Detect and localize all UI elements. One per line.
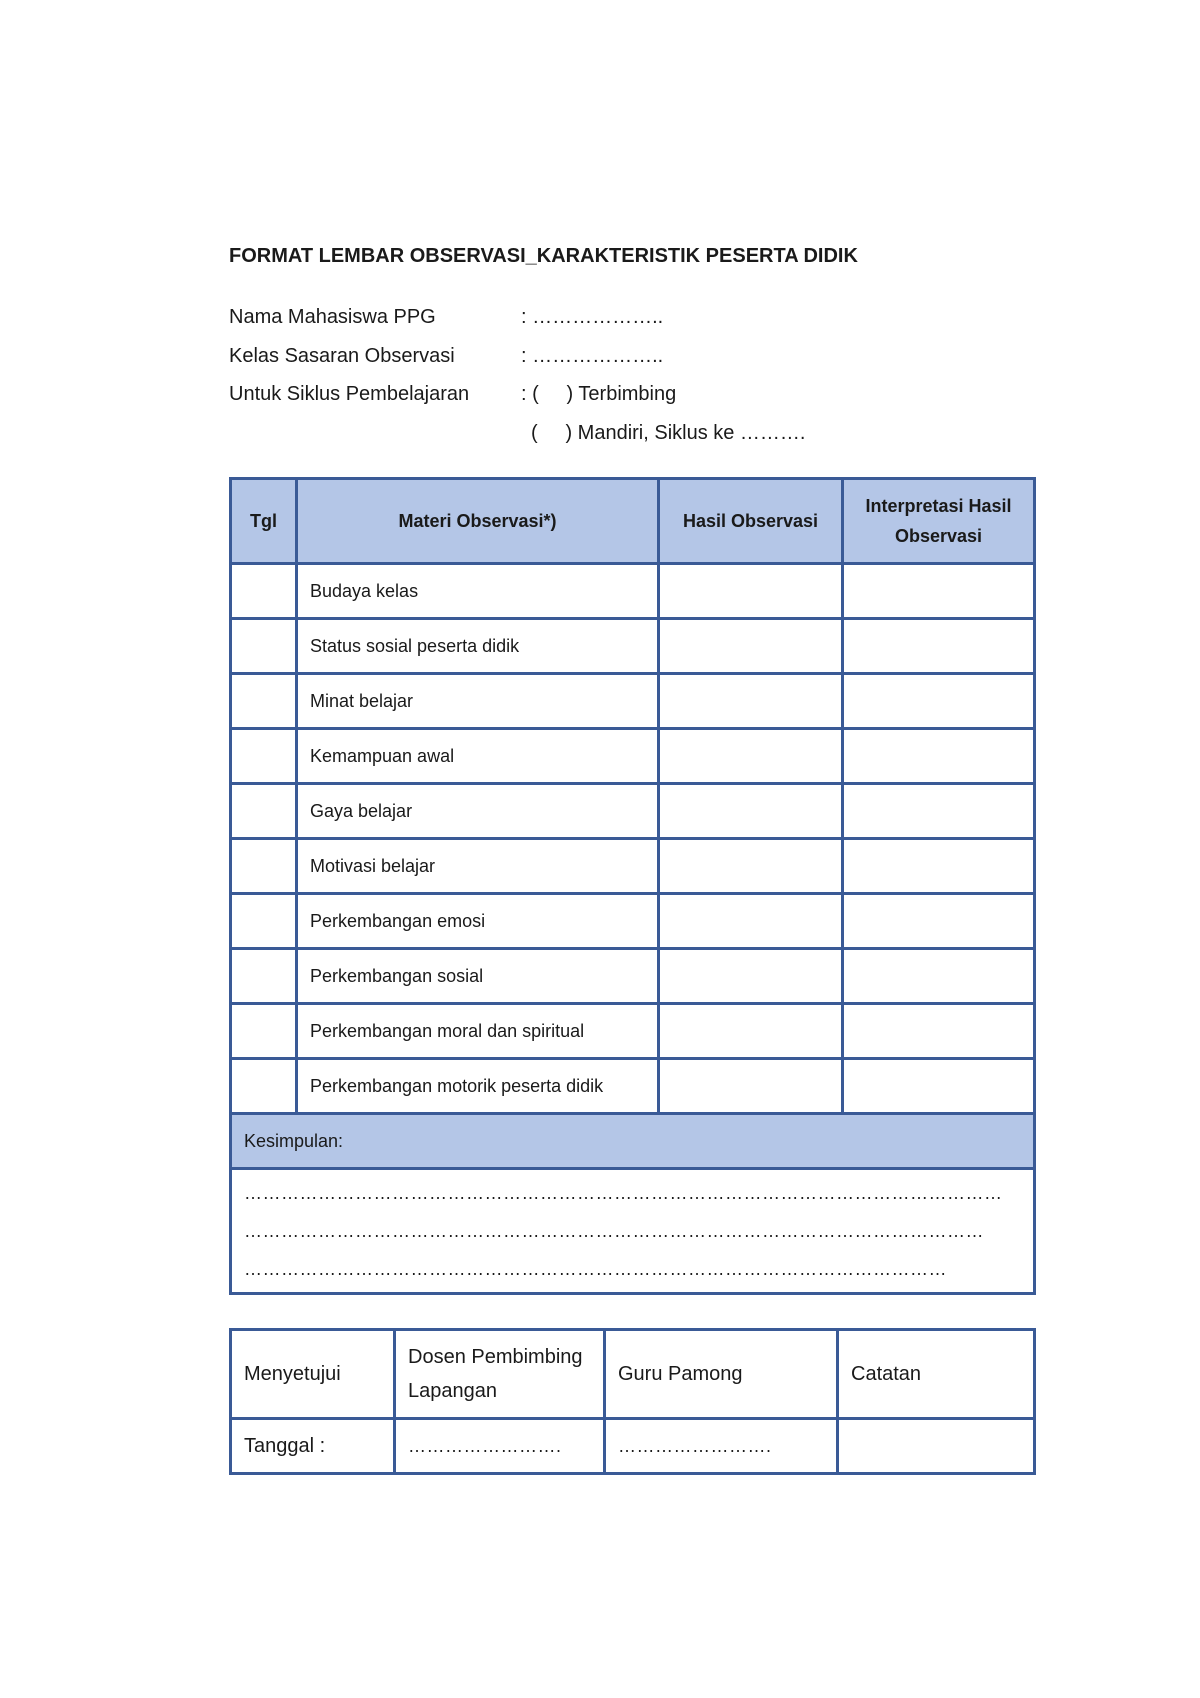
siklus-terbimbing-option: : ( ) Terbimbing — [521, 383, 677, 405]
tgl-cell[interactable] — [231, 784, 297, 839]
catatan-field[interactable] — [838, 1419, 1035, 1474]
materi-cell: Perkembangan sosial — [297, 949, 659, 1004]
kelas-label: Kelas Sasaran Observasi — [229, 345, 455, 367]
table-row — [231, 839, 1035, 894]
materi-cell: Budaya kelas — [297, 564, 659, 619]
kesimpulan-line: …………………………………………………………………………………………………………… — [244, 1183, 1003, 1203]
tgl-cell[interactable] — [231, 619, 297, 674]
header-tgl: Tgl — [231, 479, 297, 564]
hasil-cell[interactable] — [659, 619, 843, 674]
guru-date-placeholder: ……………………. — [618, 1435, 772, 1456]
interpretasi-cell[interactable] — [843, 729, 1035, 784]
interpretasi-cell[interactable] — [843, 839, 1035, 894]
table-row — [231, 1004, 1035, 1059]
dosen-date-field[interactable] — [395, 1419, 605, 1474]
hasil-cell[interactable] — [659, 784, 843, 839]
hasil-cell[interactable] — [659, 839, 843, 894]
approval-header-row — [231, 1330, 1035, 1419]
table-row — [231, 949, 1035, 1004]
header-hasil: Hasil Observasi — [659, 479, 843, 564]
tgl-cell[interactable] — [231, 1004, 297, 1059]
materi-cell: Status sosial peserta didik — [297, 619, 659, 674]
interpretasi-cell[interactable] — [843, 619, 1035, 674]
hasil-cell[interactable] — [659, 674, 843, 729]
tanggal-label: Tanggal : — [231, 1419, 395, 1474]
tgl-cell[interactable] — [231, 894, 297, 949]
kesimpulan-body-row — [231, 1169, 1035, 1294]
catatan-label: Catatan — [838, 1330, 1035, 1419]
table-header-row — [231, 479, 1035, 564]
tgl-cell[interactable] — [231, 564, 297, 619]
hasil-cell[interactable] — [659, 1004, 843, 1059]
siklus-label: Untuk Siklus Pembelajaran — [229, 383, 470, 405]
kesimpulan-line: ………………………………………………………………………………………………………… — [244, 1221, 984, 1241]
tgl-cell[interactable] — [231, 1059, 297, 1114]
table-row — [231, 784, 1035, 839]
dosen-date-placeholder: ……………………. — [408, 1435, 562, 1456]
table-row — [231, 1059, 1035, 1114]
tgl-cell[interactable] — [231, 729, 297, 784]
nama-label: Nama Mahasiswa PPG — [229, 306, 436, 328]
materi-cell: Perkembangan moral dan spiritual — [297, 1004, 659, 1059]
materi-cell: Minat belajar — [297, 674, 659, 729]
header-materi: Materi Observasi*) — [297, 479, 659, 564]
hasil-cell[interactable] — [659, 949, 843, 1004]
dosen-label: Dosen Pembimbing Lapangan — [395, 1330, 605, 1419]
materi-cell: Perkembangan emosi — [297, 894, 659, 949]
kesimpulan-header-row — [231, 1114, 1035, 1169]
interpretasi-cell[interactable] — [843, 894, 1035, 949]
document-title: FORMAT LEMBAR OBSERVASI_KARAKTERISTIK PESERTA DIDIK — [229, 245, 858, 267]
approval-table — [229, 1328, 1036, 1475]
table-row — [231, 619, 1035, 674]
table-row — [231, 729, 1035, 784]
hasil-cell[interactable] — [659, 1059, 843, 1114]
materi-cell: Kemampuan awal — [297, 729, 659, 784]
table-row — [231, 564, 1035, 619]
kesimpulan-field[interactable] — [231, 1169, 1035, 1294]
interpretasi-cell[interactable] — [843, 1059, 1035, 1114]
table-row — [231, 894, 1035, 949]
tgl-cell[interactable] — [231, 949, 297, 1004]
guru-label: Guru Pamong — [605, 1330, 838, 1419]
interpretasi-cell[interactable] — [843, 564, 1035, 619]
interpretasi-cell[interactable] — [843, 784, 1035, 839]
interpretasi-cell[interactable] — [843, 674, 1035, 729]
materi-cell: Gaya belajar — [297, 784, 659, 839]
hasil-cell[interactable] — [659, 729, 843, 784]
table-row — [231, 674, 1035, 729]
guru-date-field[interactable] — [605, 1419, 838, 1474]
tgl-cell[interactable] — [231, 674, 297, 729]
observation-table — [229, 477, 1036, 1295]
hasil-cell[interactable] — [659, 564, 843, 619]
materi-cell: Perkembangan motorik peserta didik — [297, 1059, 659, 1114]
interpretasi-cell[interactable] — [843, 1004, 1035, 1059]
kesimpulan-line: …………………………………………………………………………………………………… — [244, 1259, 947, 1279]
nama-value: : ……………….. — [521, 306, 664, 328]
materi-cell: Motivasi belajar — [297, 839, 659, 894]
kesimpulan-label: Kesimpulan: — [231, 1114, 1035, 1169]
menyetujui-label: Menyetujui — [231, 1330, 395, 1419]
tgl-cell[interactable] — [231, 839, 297, 894]
interpretasi-cell[interactable] — [843, 949, 1035, 1004]
siklus-mandiri-option: ( ) Mandiri, Siklus ke ………. — [531, 422, 806, 444]
header-interpretasi: Interpretasi Hasil Observasi — [843, 479, 1035, 564]
approval-date-row — [231, 1419, 1035, 1474]
hasil-cell[interactable] — [659, 894, 843, 949]
kelas-value: : ……………….. — [521, 345, 664, 367]
